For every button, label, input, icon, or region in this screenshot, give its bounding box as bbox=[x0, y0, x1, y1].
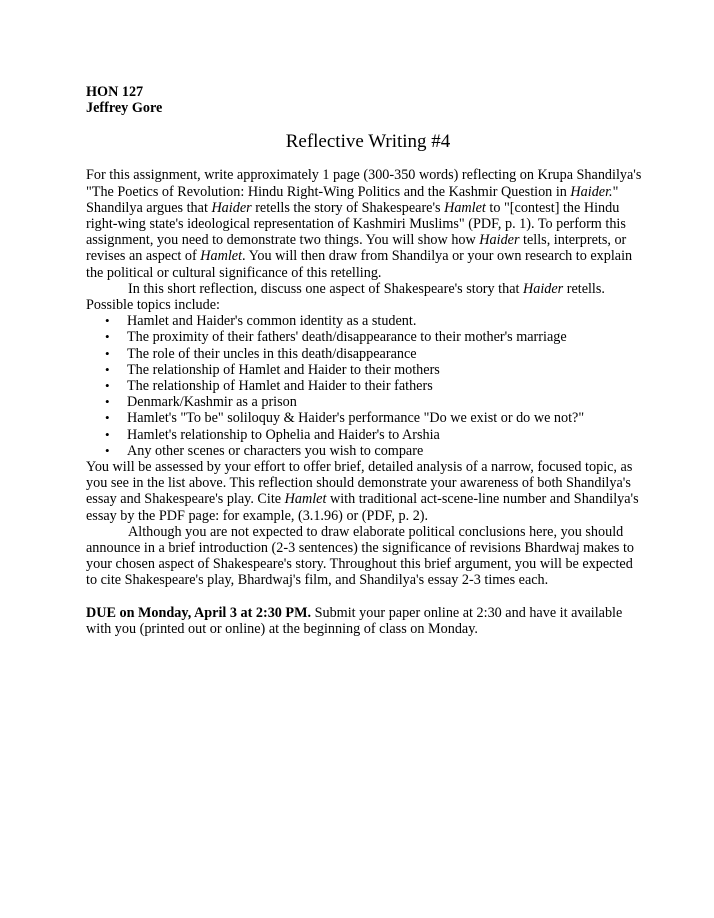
topic-text: Hamlet's relationship to Ophelia and Haider's to Arshia bbox=[127, 426, 440, 443]
bullet-icon: • bbox=[105, 313, 110, 329]
document-page bbox=[86, 84, 646, 637]
bullet-icon: • bbox=[105, 394, 110, 410]
assessment-italic-hamlet: Hamlet bbox=[284, 491, 327, 508]
list-item bbox=[86, 329, 646, 345]
due-date-label: DUE on Monday, April 3 at 2:30 PM. bbox=[86, 604, 312, 621]
instructor-name: Jeffrey Gore bbox=[86, 100, 163, 117]
intro-italic-haider-3: Haider bbox=[479, 232, 520, 249]
intro-italic-hamlet-2: Hamlet bbox=[200, 248, 243, 265]
intro-italic-haider-1: Haider. bbox=[570, 183, 613, 200]
list-item bbox=[86, 427, 646, 443]
reflection-italic-haider: Haider bbox=[522, 280, 564, 297]
list-item bbox=[86, 313, 646, 329]
intro-text-1: For this assignment, write approximately 1 page (300-350 words) reflecting on Krupa Shandilya's "The Poetics of Revolution: Hindu Right-Wing Politics and the Kashmir Question in bbox=[86, 167, 642, 200]
intro-text-6: . You will then draw from Shandilya or your own research to explain the political or cultural significance of this retelling. bbox=[86, 248, 633, 281]
reflection-paragraph bbox=[86, 281, 646, 313]
list-item bbox=[86, 378, 646, 394]
intro-text-3: retells the story of Shakespeare's bbox=[251, 199, 445, 216]
due-paragraph bbox=[86, 605, 646, 637]
paragraph-spacer bbox=[86, 589, 646, 605]
topic-text: The relationship of Hamlet and Haider to their mothers bbox=[127, 361, 440, 378]
intro-paragraph bbox=[86, 167, 646, 280]
bullet-icon: • bbox=[105, 410, 110, 426]
list-item bbox=[86, 410, 646, 426]
list-item bbox=[86, 362, 646, 378]
intro-text-4: to "[contest] the Hindu right-wing state's ideological representation of Kashmiri Muslims" (PDF, p. 1). To perform this assignment, you need to demonstrate two things. You will show how bbox=[86, 199, 626, 249]
bullet-icon: • bbox=[105, 345, 110, 361]
topic-text: The role of their uncles in this death/disappearance bbox=[127, 345, 417, 362]
assessment-paragraph bbox=[86, 459, 646, 524]
reflection-text-1: In this short reflection, discuss one aspect of Shakespeare's story that bbox=[128, 280, 523, 297]
bullet-icon: • bbox=[105, 329, 110, 345]
topic-text: The proximity of their fathers' death/disappearance to their mother's marriage bbox=[127, 329, 567, 346]
politics-paragraph: Although you are not expected to draw elaborate political conclusions here, you should announce in a brief introduction (2-3 sentences) the significance of revisions Bhardwaj makes to your chosen aspect of Shakespeare's story. Throughout this brief argument, you will be expected to cite Shakespeare's play, Bhardwaj's film, and Shandilya's essay 2-3 times each. bbox=[86, 523, 635, 589]
list-item bbox=[86, 346, 646, 362]
list-item bbox=[86, 394, 646, 410]
bullet-icon: • bbox=[105, 442, 110, 458]
intro-text-2: " Shandilya argues that bbox=[86, 183, 619, 216]
topic-text: Denmark/Kashmir as a prison bbox=[127, 394, 297, 411]
bullet-icon: • bbox=[105, 361, 110, 377]
due-instructions: Submit your paper online at 2:30 and have it available with you (printed out or online) at the beginning of class on Monday. bbox=[86, 604, 623, 637]
topic-text: Hamlet and Haider's common identity as a student. bbox=[127, 313, 417, 330]
intro-italic-haider-2: Haider bbox=[211, 199, 252, 216]
document-title: Reflective Writing #4 bbox=[285, 131, 451, 153]
list-item bbox=[86, 443, 646, 459]
bullet-icon: • bbox=[105, 426, 110, 442]
bullet-icon: • bbox=[105, 378, 110, 394]
topics-list bbox=[86, 313, 646, 459]
topic-text: Any other scenes or characters you wish to compare bbox=[127, 442, 424, 459]
assessment-text-2: with traditional act-scene-line number and Shandilya's essay by the PDF page: for example, (3.1.96) or (PDF, p. 2). bbox=[86, 491, 639, 524]
topic-text: Hamlet's "To be" soliloquy & Haider's performance "Do we exist or do we not?" bbox=[127, 410, 585, 427]
assessment-text-1: You will be assessed by your effort to offer brief, detailed analysis of a narrow, focused topic, as you see in the list above. This reflection should demonstrate your awareness of both Shandilya's essay and Shakespeare's play. Cite bbox=[86, 459, 633, 508]
topic-text: The relationship of Hamlet and Haider to their fathers bbox=[127, 378, 433, 395]
intro-italic-hamlet-1: Hamlet bbox=[444, 199, 486, 216]
course-code: HON 127 bbox=[86, 84, 144, 100]
reflection-text-2: retells. Possible topics include: bbox=[86, 280, 605, 314]
intro-text-5: tells, interprets, or revises an aspect of bbox=[86, 232, 627, 265]
